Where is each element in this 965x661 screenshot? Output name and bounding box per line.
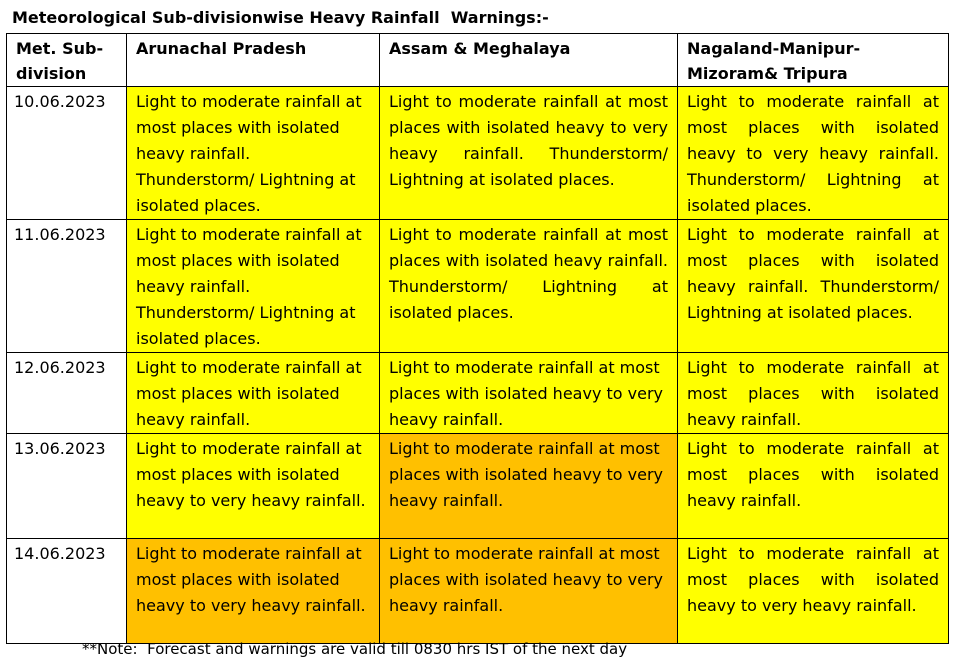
validity-note: **Note: Forecast and warnings are valid till 0830 hrs IST of the next day (82, 640, 628, 658)
warning-cell-assam-meghalaya: Light to moderate rainfall at most places with isolated heavy rainfall. Thunderstorm/ Lightning at isolated places. (380, 220, 678, 353)
table-row (7, 353, 949, 434)
heavy-rainfall-warning-table (6, 33, 949, 644)
warning-cell-nagaland-manipur-mizoram-tripura: Light to moderate rainfall at most places with isolated heavy to very heavy rainfall. Thunderstorm/ Lightning at isolated places. (678, 87, 949, 220)
warning-cell-nagaland-manipur-mizoram-tripura: Light to moderate rainfall at most places with isolated heavy rainfall. Thunderstorm/ Lightning at isolated places. (678, 220, 949, 353)
warning-cell-assam-meghalaya: Light to moderate rainfall at most places with isolated heavy to very heavy rainfall. (380, 353, 678, 434)
warning-cell-arunachal-pradesh: Light to moderate rainfall at most places with isolated heavy rainfall. Thunderstorm/ Lightning at isolated places. (127, 87, 380, 220)
column-header-nagaland-manipur-mizoram-tripura: Nagaland-Manipur-Mizoram& Tripura (678, 34, 949, 87)
table-row (7, 87, 949, 220)
warning-cell-assam-meghalaya: Light to moderate rainfall at most places with isolated heavy to very heavy rainfall. (380, 539, 678, 644)
table-row (7, 220, 949, 353)
column-header-met-subdivision: Met. Sub-division (7, 34, 127, 87)
warning-cell-nagaland-manipur-mizoram-tripura: Light to moderate rainfall at most places with isolated heavy rainfall. (678, 353, 949, 434)
date-cell: 11.06.2023 (7, 220, 127, 353)
date-cell: 13.06.2023 (7, 434, 127, 539)
table-row (7, 434, 949, 539)
warning-cell-nagaland-manipur-mizoram-tripura: Light to moderate rainfall at most places with isolated heavy rainfall. (678, 434, 949, 539)
page-title: Meteorological Sub-divisionwise Heavy Rainfall Warnings:- (12, 8, 549, 27)
date-cell: 12.06.2023 (7, 353, 127, 434)
warning-cell-arunachal-pradesh: Light to moderate rainfall at most places with isolated heavy to very heavy rainfall. (127, 434, 380, 539)
warning-cell-assam-meghalaya: Light to moderate rainfall at most places with isolated heavy to very heavy rainfall. Thunderstorm/ Lightning at isolated places. (380, 87, 678, 220)
column-header-arunachal-pradesh: Arunachal Pradesh (127, 34, 380, 87)
warning-cell-arunachal-pradesh: Light to moderate rainfall at most places with isolated heavy rainfall. (127, 353, 380, 434)
warning-cell-nagaland-manipur-mizoram-tripura: Light to moderate rainfall at most places with isolated heavy to very heavy rainfall. (678, 539, 949, 644)
table-header-row (7, 34, 949, 87)
warning-cell-arunachal-pradesh: Light to moderate rainfall at most places with isolated heavy to very heavy rainfall. (127, 539, 380, 644)
warning-cell-assam-meghalaya: Light to moderate rainfall at most places with isolated heavy to very heavy rainfall. (380, 434, 678, 539)
date-cell: 14.06.2023 (7, 539, 127, 644)
date-cell: 10.06.2023 (7, 87, 127, 220)
column-header-assam-meghalaya: Assam & Meghalaya (380, 34, 678, 87)
table-row (7, 539, 949, 644)
warning-cell-arunachal-pradesh: Light to moderate rainfall at most places with isolated heavy rainfall. Thunderstorm/ Lightning at isolated places. (127, 220, 380, 353)
